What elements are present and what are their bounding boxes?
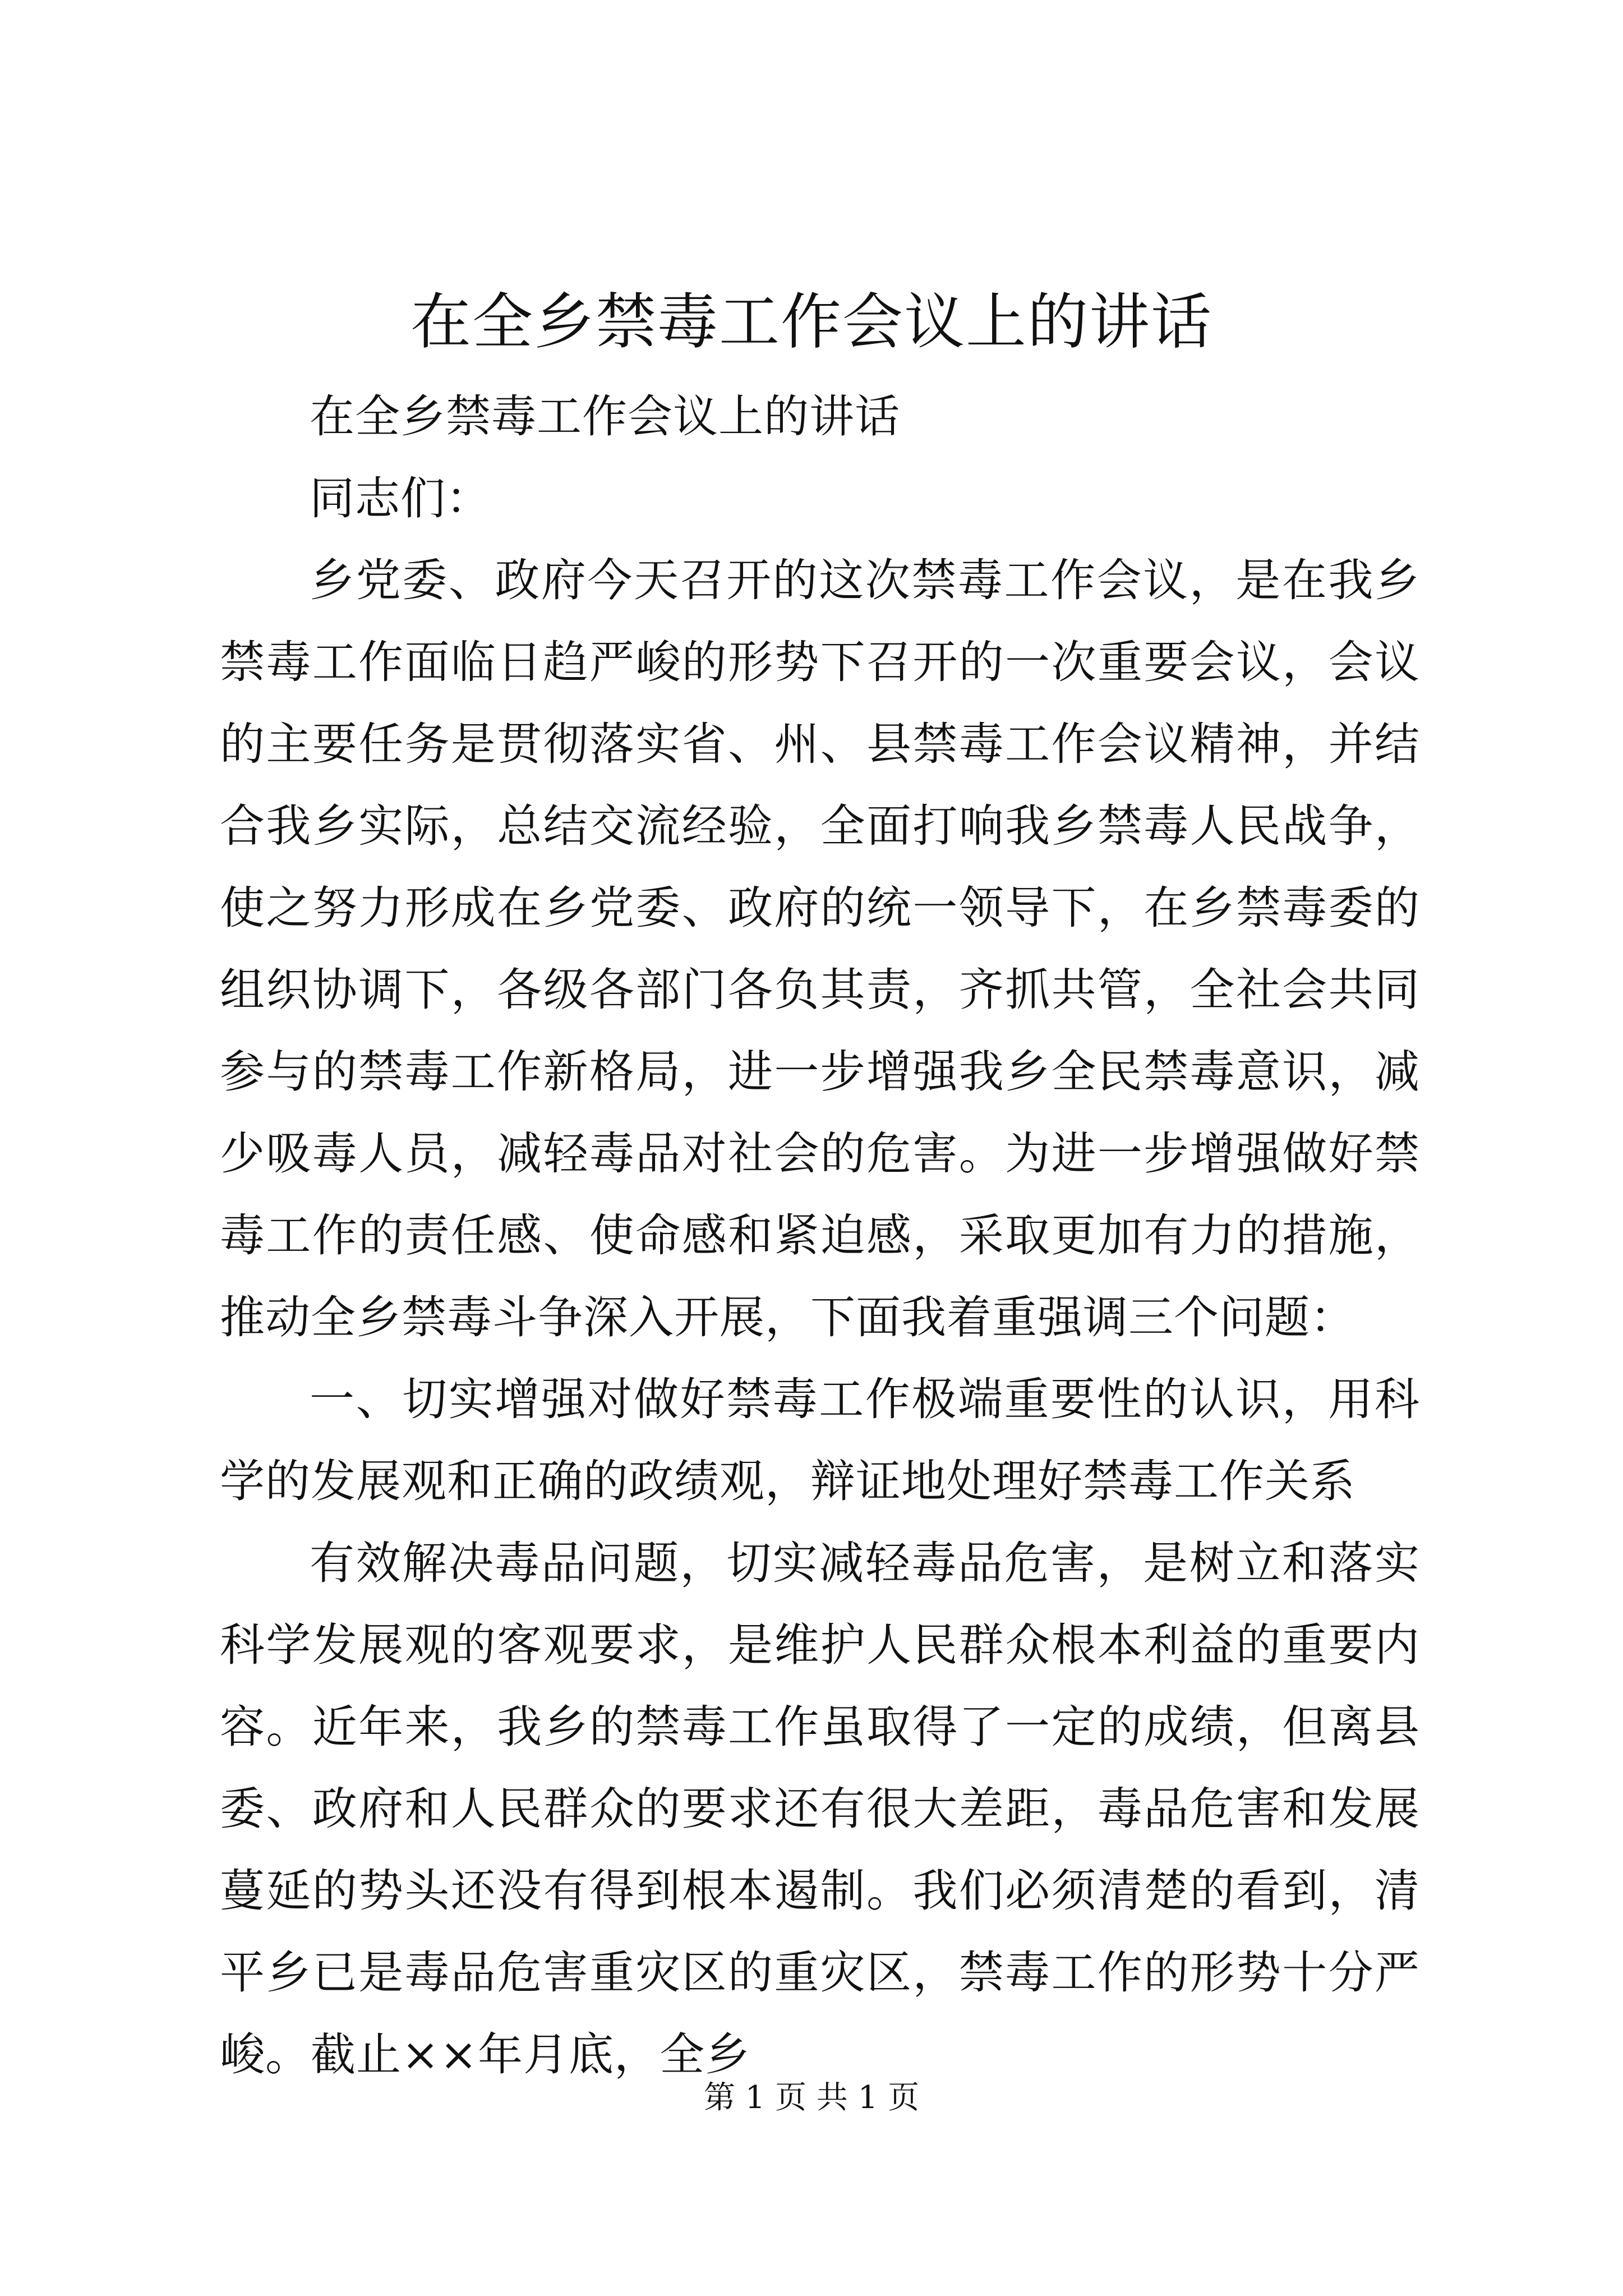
intro-paragraph: 乡党委、政府今天召开的这次禁毒工作会议，是在我乡禁毒工作面临日趋严峻的形势下召开的一次重要会议，会议的主要任务是贯彻落实省、州、县禁毒工作会议精神，并结合我乡实际，总结交流经验，全面打响我乡禁毒人民战争，使之努力形成在乡党委、政府的统一领导下，在乡禁毒委的组织协调下，各级各部门各负其责，齐抓共管，全社会共同参与的禁毒工作新格局，进一步增强我乡全民禁毒意识，减少吸毒人员，减轻毒品对社会的危害。为进一步增强做好禁毒工作的责任感、使命感和紧迫感，采取更加有力的措施，推动全乡禁毒斗争深入开展，下面我着重强调三个问题： <box>220 554 1420 1343</box>
section-1-paragraph: 有效解决毒品问题，切实减轻毒品危害，是树立和落实科学发展观的客观要求，是维护人民群众根本利益的重要内容。近年来，我乡的禁毒工作虽取得了一定的成绩，但离县委、政府和人民群众的要求还有很大差距，毒品危害和发展蔓延的势头还没有得到根本遏制。我们必须清楚的看到，清平乡已是毒品危害重灾区的重灾区，禁毒工作的形势十分严峻。截止××年月底，全乡 <box>220 1537 1420 2081</box>
subtitle-paragraph: 在全乡禁毒工作会议上的讲话 <box>310 390 900 443</box>
document-title: 在全乡禁毒工作会议上的讲话 <box>410 287 1212 357</box>
section-heading-1: 一、切实增强对做好禁毒工作极端重要性的认识，用科学的发展观和正确的政绩观，辩证地处理好禁毒工作关系 <box>220 1373 1420 1507</box>
salutation-paragraph: 同志们： <box>310 472 491 524</box>
page-footer: 第 1 页 共 1 页 <box>703 2079 920 2116</box>
document-body <box>220 376 1420 2096</box>
